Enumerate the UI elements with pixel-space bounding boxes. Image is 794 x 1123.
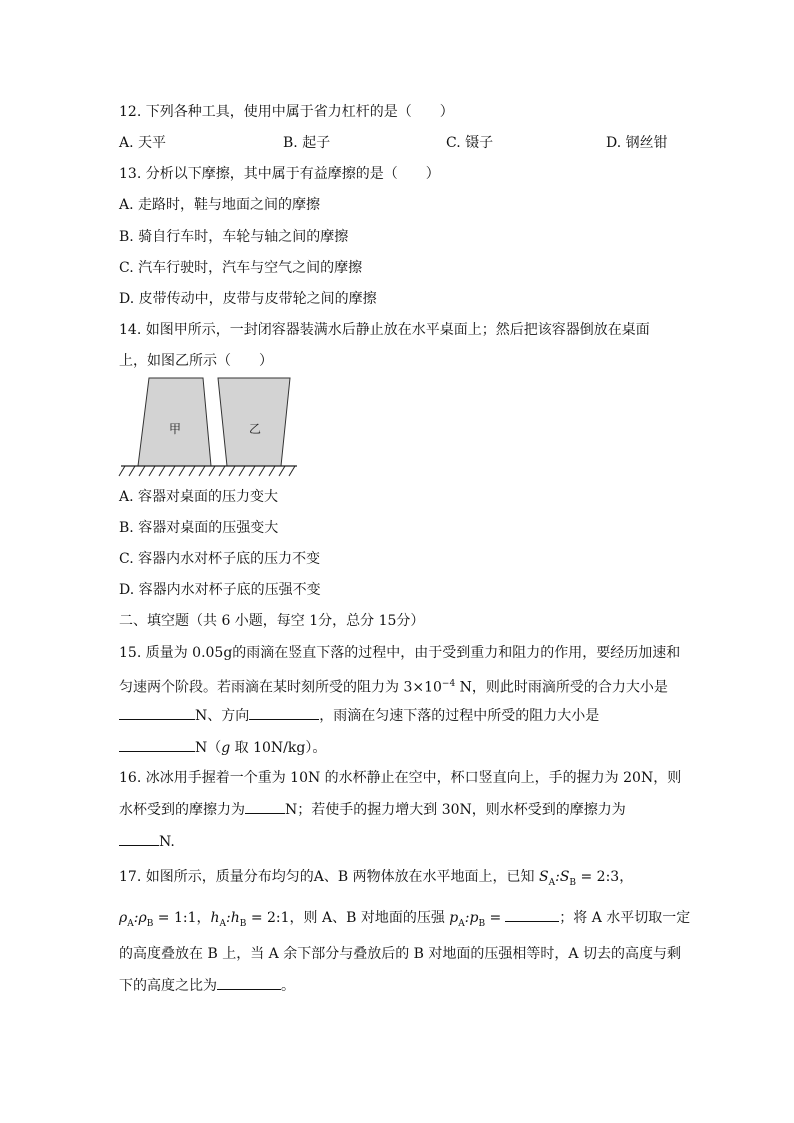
q12-option-a: A. 天平	[119, 135, 167, 151]
q15-line2-b: N，则此时雨滴所受的合力大小是	[455, 679, 668, 696]
q17-density-ratio-value: = 1:1	[153, 910, 197, 926]
q13-stem: 13. 分析以下摩擦，其中属于有益摩擦的是（ ）	[119, 166, 440, 182]
q17-area-ratio: $S_A:S_B$	[539, 869, 577, 888]
q15-line1: 15. 质量为 0.05g的雨滴在竖直下落的过程中，由于受到重力和阻力的作用，要经历加速和	[119, 645, 681, 661]
q17-line1	[119, 867, 633, 893]
q17-height-ratio: $h_A:h_B$	[210, 910, 247, 929]
q14-stem-line1: 14. 如图甲所示，一封闭容器装满水后静止放在水平桌面上；然后把该容器倒放在桌面	[119, 322, 650, 338]
q16-line2-a: 水杯受到的摩擦力为	[119, 802, 245, 818]
q13-option-a: A. 走路时，鞋与地面之间的摩擦	[119, 197, 321, 213]
q15-line4	[119, 737, 326, 758]
q17-line2	[119, 907, 690, 934]
q12-option-d: D. 钢丝钳	[606, 135, 668, 151]
q17-height-ratio-value: = 2:1	[246, 910, 290, 926]
q17-blank-2[interactable]	[217, 975, 281, 990]
q16-line3	[119, 831, 175, 852]
label-yi: 乙	[248, 422, 262, 436]
q17-line3: 的高度叠放在 B 上，当 A 余下部分与叠放后的 B 对地面的压强相等时，A 切去的高度与剩	[119, 946, 681, 962]
q13-option-c: C. 汽车行驶时，汽车与空气之间的摩擦	[119, 260, 363, 276]
q17-area-ratio-value: = 2:3	[576, 869, 620, 885]
q16-line2	[119, 799, 626, 820]
q12-stem: 12. 下列各种工具，使用中属于省力杠杆的是（ ）	[119, 104, 454, 120]
q17-line1-end: ，	[619, 869, 634, 885]
q14-option-a: A. 容器对桌面的压力变大	[119, 489, 279, 505]
q13-option-b: B. 骑自行车时，车轮与轴之间的摩擦	[119, 229, 349, 245]
q15-line4-a: N（	[195, 740, 222, 756]
q14-option-b: B. 容器对桌面的压强变大	[119, 520, 279, 536]
q14-option-d: D. 容器内水对杯子底的压强不变	[119, 582, 321, 598]
q14-figure	[117, 374, 301, 480]
q16-line3: N.	[159, 834, 175, 850]
q16-blank-2[interactable]	[119, 831, 159, 846]
ground-hatching	[119, 466, 295, 476]
q17-pressure-eq: =	[485, 910, 502, 926]
q17-blank-1[interactable]	[505, 907, 559, 922]
q17-line4-a: 下的高度之比为	[119, 978, 217, 994]
q17-line4	[119, 975, 295, 996]
q12-option-b: B. 起子	[283, 135, 331, 151]
q14-option-c: C. 容器内水对杯子底的压力不变	[119, 551, 321, 567]
q13-option-d: D. 皮带传动中，皮带与皮带轮之间的摩擦	[119, 291, 377, 307]
q15-blank-2[interactable]	[249, 705, 319, 720]
q15-line3	[119, 705, 599, 726]
q15-line2	[119, 674, 668, 698]
q16-blank-1[interactable]	[245, 799, 285, 814]
section2-title: 二、填空题（共 6 小题，每空 1分，总分 15分）	[119, 613, 425, 629]
q17-line1-a: 17. 如图所示，质量分布均匀的A、B 两物体放在水平地面上，已知	[119, 869, 540, 885]
q17-line2-end: ；将 A 水平切取一定	[559, 910, 691, 926]
q17-line4-b: 。	[281, 978, 295, 994]
q12-option-c: C. 镊子	[446, 135, 494, 151]
q15-line3-a: N、方向	[195, 708, 250, 724]
q17-line2-mid: ，则 A、B 对地面的压强	[289, 910, 450, 926]
q17-sep: ，	[196, 910, 211, 926]
q15-line4-b: 取 10N/kg）。	[230, 740, 327, 756]
q16-line2-b: N；若使手的握力增大到 30N，则水杯受到的摩擦力为	[285, 802, 626, 818]
q17-pressure-ratio: $p_A:p_B$	[449, 910, 486, 929]
q15-line4-g: g	[221, 740, 231, 756]
q15-line2-exp: −4	[441, 679, 456, 689]
label-jia: 甲	[168, 422, 182, 436]
q16-line1: 16. 冰冰用手握着一个重为 10N 的水杯静止在空中，杯口竖直向上，手的握力为 20N，则	[119, 770, 682, 786]
q14-stem-line2: 上，如图乙所示（ ）	[119, 353, 273, 369]
q15-line2-a: 匀速两个阶段。若雨滴在某时刻所受的阻力为 3×10	[119, 679, 442, 696]
q15-line3-b: ，雨滴在匀速下落的过程中所受的阻力大小是	[319, 708, 600, 724]
q15-blank-1[interactable]	[119, 705, 195, 720]
q15-blank-3[interactable]	[119, 737, 195, 752]
q17-density-ratio: $\rho_A:\rho_B$	[119, 910, 154, 929]
